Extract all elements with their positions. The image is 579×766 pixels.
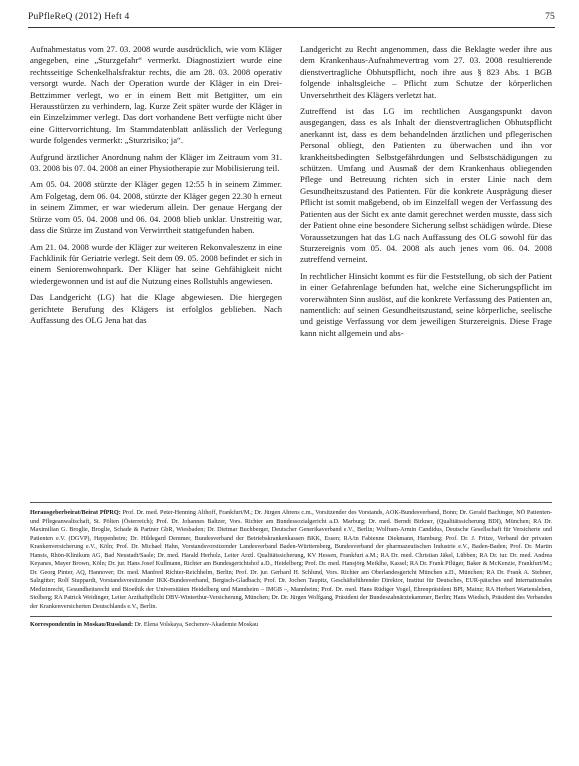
correspondent-label: Korrespondentin in Moskau/Russland: bbox=[30, 621, 134, 628]
board-divider bbox=[30, 616, 552, 617]
correspondent-name: Dr. Elena Volskaya, Sechenov-Akademie Moskau bbox=[134, 621, 259, 628]
journal-citation: PuPfleReQ (2012) Heft 4 bbox=[28, 12, 130, 22]
page-number: 75 bbox=[545, 12, 555, 22]
paragraph: Das Landgericht (LG) hat die Klage abgewiesen. Die hiergegen gerichtete Berufung des Klägers ist erfolglos geblieben. Nach Auffassung des OLG Jena hat das bbox=[30, 292, 282, 325]
header-rule bbox=[28, 27, 555, 28]
paragraph: In rechtlicher Hinsicht kommt es für die Feststellung, ob sich der Patient in einer Gefahrenlage befunden hat, welche eine Sicherungspflicht im vorerwähnten Sinn auslöst, auf die konkrete Verfassung des Patienten an, namentlich: auf seinen Gesundheitszustand, seine körperliche, seelische und geistige Verfassung vor dem jeweiligen Sturzereignis. Diese Frage kann nicht allgemein und abs- bbox=[300, 270, 552, 338]
editorial-board-list bbox=[30, 509, 552, 611]
left-column bbox=[30, 44, 282, 344]
article-body bbox=[30, 44, 552, 344]
editorial-board-members: Prof. Dr. med. Peter-Henning Althoff, Frankfurt/M.; Dr. Jürgen Ahrens c.m., Vorsitzender des Vorstands, AOK-Bundesverband, Bonn; Dr. Gerald Bachinger, NÖ Patienten- und Pflegeanwaltschaft, St. Pölten (Österreich); Prof. Dr. Johannes Baltzer, Vors. Richter am Bundessozialgericht a.D. Marburg; Dr. med. Berndt Birkner, (Qualitätssicherung BDI), München; RA Dr. Maximilian G. Broglie, Broglie, Schade & Partner GbR, Wiesbaden; Dr. Dietmar Buchberger, Deutscher Generikaverband e.V., Berlin; Wolfram-Armin Candidus, Deutsche Gesellschaft für Versicherte und Patienten e.V. (DGVP), Heppenheim; Dr. Hildegard Demmer, Bundesverband der Betriebskrankenkassen BKK, Essen; RA/in Fabienne Diekmann, Hamburg; Prof. Dr. J. Fritze, Verband der privaten Krankenversicherung e.V., Köln; Prof. Dr. Michael Hahn, Vorstandsvorsitzender Landesverband Baden-Württemberg, Bundesverband der pharmazeutischen Industrie e.V., Baden-Baden; Prof. Dr. Martin Hansis, Rhön-Klinikum AG, Bad Neustadt/Saale; Dr. med. Harald Herholz, Leiter Arztl. Qualitätssicherung, KV Hessen, Frankfurt a.M.; RA Dr. med. Christian Jäkel, Lübben; RA Dr. iur. Dr. med. Andrea Keyanes, Mayer Brown, Köln; Dr. jur. Hans Josef Kullmann, Richter am Bundesgerichtshof a.D., Heidelberg; Prof. Dr. med. Hansjörg Meiklhe, Kassel; RA Dr. Frank Pflüger, Baker & McKenzie, Frankfurt/M.; Dr. Georg Pinter, AQ, Hannover; Dr. med. Manfred Richter-Reichhelm, Berlin; Prof. Dr. jur. Gerhard H. Schlund, Vors. Richter am Oberlandesgericht München a.D., München; RA Dr. Frank A. Stebner, Salzgitter; Rolf Stuppardt, Vorstandsvorsitzender IKK-Bundesverband, Bergisch-Gladbach; Prof. Dr. Jochen Taupitz, Geschäftsführender Direktor, Institut für Deutsches, EUR-päisches und Internationales Medizinrecht, Gesundheitsrecht und Bioethik der Universitäten Heidelberg und Mannheim – IMGB –, Mannheim; Prof. Dr. med. Hans Rüdiger Vogel, Ehrenpräsident BPI, Mainz; RA Herbert Wartensleben, Stolberg; RA Patrick Weidinger, Leiter Arzthaftpflicht DBV-Winterthur-Versicherung, München; Dr. Dr. Jürgen Wolfgang, Präsident der Bundeszahnärztekammer, Berlin; Hans Wiedsch, Präsident des Verbandes der Krankenversicherten Deutschlands e.V., Berlin. bbox=[30, 509, 552, 610]
paragraph: Am 21. 04. 2008 wurde der Kläger zur weiteren Rekonvaleszenz in eine Fachklinik für Geriatrie verlegt. Seit dem 09. 05. 2008 befindet er sich in einem Seniorenwohnpark. Der Kläger hat seine Gehfähigkeit nicht wiedergewonnen und ist auf die Nutzung eines Rollstuhls angewiesen. bbox=[30, 241, 282, 286]
editorial-board-box bbox=[30, 502, 552, 630]
editorial-board-label: Herausgeberbeirat/Beirat PfPRQ: bbox=[30, 509, 121, 516]
running-head bbox=[28, 12, 555, 22]
paragraph: Aufnahmestatus vom 27. 03. 2008 wurde ausdrücklich, wie vom Kläger angegeben, eine „Sturzgefahr“ vermerkt. Diagnostiziert wurde eine rechtsseitige Schenkelhalsfraktur rechts, die am 28. 03. 2008 operativ versorgt wurde. Nach der Operation wurde der Kläger in ein Drei-Bettzimmer verlegt, wo er in einem Bett mit Bettgitter, um ein Herausstürzen zu verhindern, lag. Kurze Zeit später wurde der Kläger in ein Einzelzimmer verlegt. Das dort vorhandene Bett verfügte nicht über eine Gittervorrichtung. Im Stammdatenblatt anlässlich der Verlegung wurde folgendes vermerkt: „Sturzrisiko; ja“. bbox=[30, 44, 282, 146]
paragraph: Am 05. 04. 2008 stürzte der Kläger gegen 12:55 h in seinem Zimmer. Am Folgetag, dem 06. 04. 2008, stürzte der Kläger gegen 22.30 h erneut in seinem Zimmer, er war wiederum allein. Der genaue Hergang der Stürze vom 05. 04. 2008 und 06. 04. 2008 blieb unklar. Unstreitig war, dass die Stürze im Zustand von Verwirrtheit stattgefunden haben. bbox=[30, 179, 282, 236]
paragraph: Aufgrund ärztlicher Anordnung nahm der Kläger im Zeitraum vom 31. 03. 2008 bis 07. 04. 2008 an einer Physiotherapie zur Mobilisierung teil. bbox=[30, 151, 282, 174]
correspondent-line bbox=[30, 621, 552, 630]
paragraph: Landgericht zu Recht angenommen, dass die Beklagte weder ihre aus dem Krankenhaus-Aufnahmevertrag vom 27. 03. 2008 resultierende dienstvertragliche Obhutspflicht, noch ihre aus § 823 Abs. 1 BGB folgende inhaltsgleiche – Pflicht zum Schutze der körperlichen Unversehrtheit des Klägers verletzt hat. bbox=[300, 44, 552, 100]
right-column bbox=[300, 44, 552, 344]
paragraph: Zutreffend ist das LG im rechtlichen Ausgangspunkt davon ausgegangen, dass es als Inhalt der dienstvertraglichen Obhutspflicht anerkannt ist, dass es dem behandelnden ärztlichen und pflegerischen Personal obliegt, den Patienten zu überwachen und ihn vor krankheitsbedingten Selbstgefährdungen und Selbstschädigungen zu schützen. Umfang und Ausmaß der dem Krankenhaus obliegenden Pflege und Betreuung richten sich in erster Linie nach dem Gesundheitszustand des Patienten. Für die konkrete Ausprägung dieser Pflicht ist somit maßgebend, ob im Einzelfall wegen der Verfassung des Patienten aus der Sicht ex ante damit gerechnet werden musste, dass sich der Patient ohne eine besondere Sicherung selbst schädigen würde. Diese Voraussetzungen hat das LG nach Auffassung des OLG sowohl für das Sturzereignis vom 05. 04. 2008 als auch jenes vom 06. 04. 2008 zutreffend verneint. bbox=[300, 106, 553, 265]
